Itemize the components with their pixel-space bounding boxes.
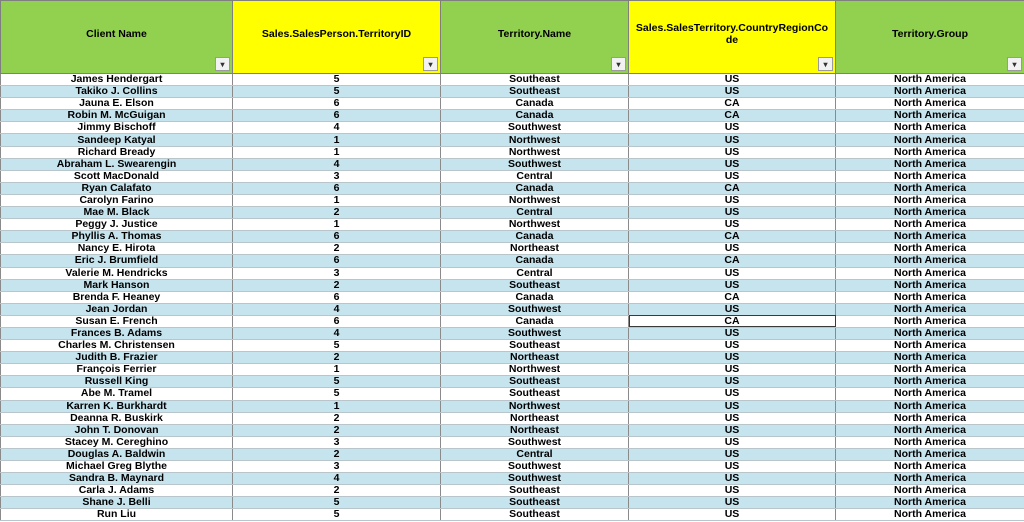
table-row bbox=[1, 231, 1024, 243]
dropdown-arrow-icon: ▾ bbox=[823, 59, 828, 69]
cell-territory-group[interactable]: North America bbox=[836, 436, 1024, 448]
cell-country-region-code[interactable]: US bbox=[629, 364, 836, 376]
cell-country-region-code[interactable]: US bbox=[629, 170, 836, 182]
cell-territory-group[interactable]: North America bbox=[836, 303, 1024, 315]
cell-territory-group[interactable]: North America bbox=[836, 461, 1024, 473]
cell-country-region-code[interactable]: US bbox=[629, 134, 836, 146]
table-row bbox=[1, 388, 1024, 400]
cell-client-name[interactable]: Valerie M. Hendricks bbox=[1, 267, 233, 279]
cell-country-region-code[interactable]: US bbox=[629, 219, 836, 231]
cell-territory-name[interactable]: Canada bbox=[441, 98, 629, 110]
cell-country-region-code[interactable]: US bbox=[629, 376, 836, 388]
cell-territory-group[interactable]: North America bbox=[836, 86, 1024, 98]
table-row bbox=[1, 98, 1024, 110]
table-row bbox=[1, 170, 1024, 182]
cell-client-name[interactable]: Karren K. Burkhardt bbox=[1, 400, 233, 412]
cell-territory-group[interactable]: North America bbox=[836, 376, 1024, 388]
column-header-territory-id[interactable] bbox=[233, 1, 441, 74]
table-row bbox=[1, 243, 1024, 255]
table-row bbox=[1, 461, 1024, 473]
cell-country-region-code[interactable]: CA bbox=[629, 98, 836, 110]
dropdown-arrow-icon: ▾ bbox=[616, 59, 621, 69]
cell-territory-name[interactable]: Southeast bbox=[441, 485, 629, 497]
cell-territory-id[interactable]: 2 bbox=[233, 243, 441, 255]
dropdown-arrow-icon: ▾ bbox=[1012, 59, 1017, 69]
column-header-label: Sales.SalesPerson.TerritoryID bbox=[261, 28, 412, 40]
cell-client-name[interactable]: Takiko J. Collins bbox=[1, 86, 233, 98]
cell-country-region-code[interactable]: US bbox=[629, 352, 836, 364]
cell-country-region-code[interactable]: US bbox=[629, 279, 836, 291]
cell-territory-id[interactable]: 2 bbox=[233, 207, 441, 219]
table-row bbox=[1, 291, 1024, 303]
cell-country-region-code[interactable]: US bbox=[629, 86, 836, 98]
cell-territory-name[interactable]: Southeast bbox=[441, 509, 629, 521]
cell-territory-name[interactable]: Southeast bbox=[441, 376, 629, 388]
cell-country-region-code[interactable]: CA bbox=[629, 291, 836, 303]
filter-dropdown-button[interactable] bbox=[423, 57, 438, 71]
cell-territory-group[interactable]: North America bbox=[836, 291, 1024, 303]
cell-territory-id[interactable]: 6 bbox=[233, 255, 441, 267]
table-row bbox=[1, 146, 1024, 158]
cell-territory-group[interactable]: North America bbox=[836, 412, 1024, 424]
cell-territory-group[interactable]: North America bbox=[836, 485, 1024, 497]
cell-territory-id[interactable]: 5 bbox=[233, 86, 441, 98]
table-row bbox=[1, 352, 1024, 364]
cell-territory-group[interactable]: North America bbox=[836, 182, 1024, 194]
table-row bbox=[1, 122, 1024, 134]
table-row bbox=[1, 509, 1024, 521]
cell-territory-id[interactable]: 4 bbox=[233, 158, 441, 170]
cell-client-name[interactable]: Eric J. Brumfield bbox=[1, 255, 233, 267]
cell-client-name[interactable]: Douglas A. Baldwin bbox=[1, 448, 233, 460]
cell-territory-name[interactable]: Northwest bbox=[441, 146, 629, 158]
cell-country-region-code[interactable]: US bbox=[629, 207, 836, 219]
cell-country-region-code[interactable]: CA bbox=[629, 231, 836, 243]
cell-territory-name[interactable]: Northeast bbox=[441, 243, 629, 255]
cell-territory-group[interactable]: North America bbox=[836, 279, 1024, 291]
cell-territory-group[interactable]: North America bbox=[836, 146, 1024, 158]
cell-territory-id[interactable]: 6 bbox=[233, 291, 441, 303]
cell-country-region-code[interactable]: CA bbox=[629, 110, 836, 122]
cell-territory-group[interactable]: North America bbox=[836, 243, 1024, 255]
table-row bbox=[1, 255, 1024, 267]
cell-territory-name[interactable]: Northwest bbox=[441, 364, 629, 376]
cell-client-name[interactable]: Mae M. Black bbox=[1, 207, 233, 219]
table-row bbox=[1, 158, 1024, 170]
cell-territory-name[interactable]: Canada bbox=[441, 291, 629, 303]
cell-territory-name[interactable]: Northwest bbox=[441, 134, 629, 146]
cell-territory-name[interactable]: Southwest bbox=[441, 327, 629, 339]
cell-client-name[interactable]: Nancy E. Hirota bbox=[1, 243, 233, 255]
cell-territory-group[interactable]: North America bbox=[836, 98, 1024, 110]
cell-country-region-code[interactable]: US bbox=[629, 412, 836, 424]
cell-client-name[interactable]: Brenda F. Heaney bbox=[1, 291, 233, 303]
cell-territory-id[interactable]: 6 bbox=[233, 110, 441, 122]
cell-territory-name[interactable]: Southeast bbox=[441, 86, 629, 98]
column-header-client-name[interactable] bbox=[1, 1, 233, 74]
table-row bbox=[1, 485, 1024, 497]
column-header-label: Sales.SalesTerritory.CountryRegionCode bbox=[635, 22, 829, 46]
cell-territory-group[interactable]: North America bbox=[836, 315, 1024, 327]
cell-territory-name[interactable]: Southwest bbox=[441, 461, 629, 473]
table-row bbox=[1, 267, 1024, 279]
table-row bbox=[1, 303, 1024, 315]
cell-territory-group[interactable]: North America bbox=[836, 170, 1024, 182]
column-header-label: Client Name bbox=[86, 28, 147, 40]
cell-territory-group[interactable]: North America bbox=[836, 134, 1024, 146]
header-row bbox=[1, 1, 1024, 74]
cell-territory-group[interactable]: North America bbox=[836, 219, 1024, 231]
filter-dropdown-button[interactable] bbox=[818, 57, 833, 71]
cell-territory-group[interactable]: North America bbox=[836, 473, 1024, 485]
cell-territory-id[interactable]: 2 bbox=[233, 448, 441, 460]
cell-territory-name[interactable]: Northwest bbox=[441, 219, 629, 231]
filter-dropdown-button[interactable] bbox=[215, 57, 230, 71]
cell-country-region-code[interactable]: US bbox=[629, 448, 836, 460]
cell-territory-group[interactable]: North America bbox=[836, 448, 1024, 460]
cell-territory-group[interactable]: North America bbox=[836, 267, 1024, 279]
cell-territory-name[interactable]: Southeast bbox=[441, 497, 629, 509]
cell-country-region-code[interactable]: US bbox=[629, 303, 836, 315]
table-row bbox=[1, 448, 1024, 460]
cell-territory-name[interactable]: Northwest bbox=[441, 194, 629, 206]
cell-territory-id[interactable]: 3 bbox=[233, 267, 441, 279]
cell-territory-group[interactable]: North America bbox=[836, 110, 1024, 122]
cell-client-name[interactable]: Robin M. McGuigan bbox=[1, 110, 233, 122]
cell-client-name[interactable]: Sandeep Katyal bbox=[1, 134, 233, 146]
cell-territory-name[interactable]: Canada bbox=[441, 231, 629, 243]
cell-territory-name[interactable]: Northwest bbox=[441, 400, 629, 412]
cell-territory-id[interactable]: 5 bbox=[233, 388, 441, 400]
cell-territory-id[interactable]: 6 bbox=[233, 315, 441, 327]
cell-territory-group[interactable]: North America bbox=[836, 400, 1024, 412]
cell-territory-id[interactable]: 6 bbox=[233, 98, 441, 110]
cell-territory-name[interactable]: Canada bbox=[441, 315, 629, 327]
table-row bbox=[1, 364, 1024, 376]
cell-country-region-code[interactable]: US bbox=[629, 509, 836, 521]
cell-country-region-code[interactable]: US bbox=[629, 74, 836, 86]
cell-country-region-code[interactable]: CA bbox=[629, 182, 836, 194]
cell-country-region-code[interactable]: US bbox=[629, 267, 836, 279]
column-header-territory-group[interactable] bbox=[836, 1, 1024, 74]
cell-country-region-code[interactable]: US bbox=[629, 158, 836, 170]
cell-territory-name[interactable]: Central bbox=[441, 170, 629, 182]
cell-territory-id[interactable]: 1 bbox=[233, 146, 441, 158]
cell-territory-id[interactable]: 1 bbox=[233, 364, 441, 376]
cell-territory-id[interactable]: 4 bbox=[233, 122, 441, 134]
table-row bbox=[1, 134, 1024, 146]
cell-client-name[interactable]: Frances B. Adams bbox=[1, 327, 233, 339]
table-row bbox=[1, 340, 1024, 352]
table-row bbox=[1, 436, 1024, 448]
cell-territory-group[interactable]: North America bbox=[836, 255, 1024, 267]
table-row bbox=[1, 74, 1024, 86]
cell-territory-name[interactable]: Southwest bbox=[441, 158, 629, 170]
cell-country-region-code[interactable]: US bbox=[629, 327, 836, 339]
cell-territory-id[interactable]: 2 bbox=[233, 485, 441, 497]
cell-client-name[interactable]: Abe M. Tramel bbox=[1, 388, 233, 400]
table-row bbox=[1, 497, 1024, 509]
cell-client-name[interactable]: Abraham L. Swearengin bbox=[1, 158, 233, 170]
column-header-label: Territory.Group bbox=[891, 28, 969, 40]
cell-territory-group[interactable]: North America bbox=[836, 207, 1024, 219]
cell-client-name[interactable]: James Hendergart bbox=[1, 74, 233, 86]
cell-territory-group[interactable]: North America bbox=[836, 340, 1024, 352]
cell-client-name[interactable]: Run Liu bbox=[1, 509, 233, 521]
cell-territory-group[interactable]: North America bbox=[836, 364, 1024, 376]
cell-territory-id[interactable]: 5 bbox=[233, 497, 441, 509]
cell-territory-name[interactable]: Southeast bbox=[441, 74, 629, 86]
table-row bbox=[1, 400, 1024, 412]
cell-client-name[interactable]: Jimmy Bischoff bbox=[1, 122, 233, 134]
filter-dropdown-button[interactable] bbox=[1007, 57, 1022, 71]
table-row bbox=[1, 279, 1024, 291]
cell-country-region-code[interactable]: US bbox=[629, 461, 836, 473]
cell-client-name[interactable]: Susan E. French bbox=[1, 315, 233, 327]
cell-country-region-code[interactable]: US bbox=[629, 194, 836, 206]
cell-territory-name[interactable]: Central bbox=[441, 448, 629, 460]
cell-client-name[interactable]: Jean Jordan bbox=[1, 303, 233, 315]
cell-territory-name[interactable]: Southwest bbox=[441, 122, 629, 134]
cell-territory-group[interactable]: North America bbox=[836, 122, 1024, 134]
cell-territory-group[interactable]: North America bbox=[836, 74, 1024, 86]
cell-client-name[interactable]: Carolyn Farino bbox=[1, 194, 233, 206]
table-row bbox=[1, 424, 1024, 436]
cell-territory-id[interactable]: 4 bbox=[233, 303, 441, 315]
cell-client-name[interactable]: Deanna R. Buskirk bbox=[1, 412, 233, 424]
cell-territory-id[interactable]: 5 bbox=[233, 74, 441, 86]
cell-country-region-code[interactable]: US bbox=[629, 388, 836, 400]
column-header-country-region-code[interactable] bbox=[629, 1, 836, 74]
cell-territory-group[interactable]: North America bbox=[836, 424, 1024, 436]
table-row bbox=[1, 473, 1024, 485]
cell-territory-id[interactable]: 2 bbox=[233, 279, 441, 291]
cell-client-name[interactable]: Mark Hanson bbox=[1, 279, 233, 291]
cell-country-region-code[interactable]: US bbox=[629, 485, 836, 497]
cell-territory-id[interactable]: 4 bbox=[233, 327, 441, 339]
cell-client-name[interactable]: Scott MacDonald bbox=[1, 170, 233, 182]
cell-territory-group[interactable]: North America bbox=[836, 158, 1024, 170]
cell-territory-id[interactable]: 1 bbox=[233, 219, 441, 231]
table-row bbox=[1, 110, 1024, 122]
cell-client-name[interactable]: John T. Donovan bbox=[1, 424, 233, 436]
cell-client-name[interactable]: Carla J. Adams bbox=[1, 485, 233, 497]
cell-territory-id[interactable]: 2 bbox=[233, 412, 441, 424]
column-header-territory-name[interactable] bbox=[441, 1, 629, 74]
cell-country-region-code[interactable]: US bbox=[629, 436, 836, 448]
cell-territory-name[interactable]: Central bbox=[441, 267, 629, 279]
cell-territory-group[interactable]: North America bbox=[836, 388, 1024, 400]
cell-territory-id[interactable]: 1 bbox=[233, 194, 441, 206]
table-row bbox=[1, 315, 1024, 327]
cell-territory-name[interactable]: Southwest bbox=[441, 436, 629, 448]
cell-territory-name[interactable]: Canada bbox=[441, 255, 629, 267]
cell-territory-id[interactable]: 2 bbox=[233, 352, 441, 364]
table-row bbox=[1, 86, 1024, 98]
cell-territory-group[interactable]: North America bbox=[836, 509, 1024, 521]
cell-territory-id[interactable]: 6 bbox=[233, 182, 441, 194]
dropdown-arrow-icon: ▾ bbox=[220, 59, 225, 69]
cell-client-name[interactable]: Peggy J. Justice bbox=[1, 219, 233, 231]
cell-territory-group[interactable]: North America bbox=[836, 352, 1024, 364]
cell-country-region-code[interactable]: US bbox=[629, 146, 836, 158]
cell-client-name[interactable]: Ryan Calafato bbox=[1, 182, 233, 194]
table-row bbox=[1, 182, 1024, 194]
cell-territory-group[interactable]: North America bbox=[836, 497, 1024, 509]
cell-territory-name[interactable]: Canada bbox=[441, 110, 629, 122]
cell-territory-id[interactable]: 5 bbox=[233, 340, 441, 352]
cell-country-region-code[interactable]: US bbox=[629, 497, 836, 509]
cell-client-name[interactable]: Judith B. Frazier bbox=[1, 352, 233, 364]
cell-territory-group[interactable]: North America bbox=[836, 327, 1024, 339]
table-row bbox=[1, 376, 1024, 388]
cell-client-name[interactable]: Russell King bbox=[1, 376, 233, 388]
cell-territory-name[interactable]: Southeast bbox=[441, 279, 629, 291]
cell-country-region-code[interactable]: US bbox=[629, 400, 836, 412]
filter-dropdown-button[interactable] bbox=[611, 57, 626, 71]
cell-territory-id[interactable]: 5 bbox=[233, 509, 441, 521]
cell-territory-name[interactable]: Southwest bbox=[441, 473, 629, 485]
cell-territory-group[interactable]: North America bbox=[836, 194, 1024, 206]
cell-territory-name[interactable]: Southeast bbox=[441, 340, 629, 352]
cell-territory-id[interactable]: 1 bbox=[233, 400, 441, 412]
cell-territory-id[interactable]: 6 bbox=[233, 231, 441, 243]
cell-client-name[interactable]: Michael Greg Blythe bbox=[1, 461, 233, 473]
cell-territory-id[interactable]: 4 bbox=[233, 473, 441, 485]
cell-territory-id[interactable]: 3 bbox=[233, 170, 441, 182]
table-row bbox=[1, 327, 1024, 339]
cell-territory-name[interactable]: Canada bbox=[441, 182, 629, 194]
cell-territory-name[interactable]: Central bbox=[441, 207, 629, 219]
table-row bbox=[1, 412, 1024, 424]
cell-country-region-code[interactable]: US bbox=[629, 122, 836, 134]
cell-country-region-code[interactable]: US bbox=[629, 473, 836, 485]
cell-client-name[interactable]: François Ferrier bbox=[1, 364, 233, 376]
table-row bbox=[1, 219, 1024, 231]
cell-client-name[interactable]: Richard Bready bbox=[1, 146, 233, 158]
cell-territory-name[interactable]: Southwest bbox=[441, 303, 629, 315]
cell-territory-name[interactable]: Northeast bbox=[441, 412, 629, 424]
cell-country-region-code[interactable]: US bbox=[629, 424, 836, 436]
cell-country-region-code[interactable]: CA bbox=[629, 255, 836, 267]
cell-country-region-code[interactable]: US bbox=[629, 340, 836, 352]
cell-territory-id[interactable]: 5 bbox=[233, 376, 441, 388]
table-row bbox=[1, 207, 1024, 219]
dropdown-arrow-icon: ▾ bbox=[428, 59, 433, 69]
cell-territory-id[interactable]: 3 bbox=[233, 461, 441, 473]
table-body bbox=[1, 74, 1024, 521]
cell-country-region-code[interactable]: US bbox=[629, 243, 836, 255]
cell-territory-name[interactable]: Northeast bbox=[441, 352, 629, 364]
cell-client-name[interactable]: Phyllis A. Thomas bbox=[1, 231, 233, 243]
column-header-label: Territory.Name bbox=[497, 28, 572, 40]
cell-territory-group[interactable]: North America bbox=[836, 231, 1024, 243]
cell-territory-id[interactable]: 3 bbox=[233, 436, 441, 448]
cell-territory-id[interactable]: 2 bbox=[233, 424, 441, 436]
cell-territory-id[interactable]: 1 bbox=[233, 134, 441, 146]
table-row bbox=[1, 194, 1024, 206]
cell-country-region-code[interactable]: CA bbox=[629, 315, 836, 327]
cell-client-name[interactable]: Shane J. Belli bbox=[1, 497, 233, 509]
cell-client-name[interactable]: Stacey M. Cereghino bbox=[1, 436, 233, 448]
cell-client-name[interactable]: Charles M. Christensen bbox=[1, 340, 233, 352]
cell-territory-name[interactable]: Northeast bbox=[441, 424, 629, 436]
cell-client-name[interactable]: Jauna E. Elson bbox=[1, 98, 233, 110]
cell-client-name[interactable]: Sandra B. Maynard bbox=[1, 473, 233, 485]
cell-territory-name[interactable]: Southeast bbox=[441, 388, 629, 400]
